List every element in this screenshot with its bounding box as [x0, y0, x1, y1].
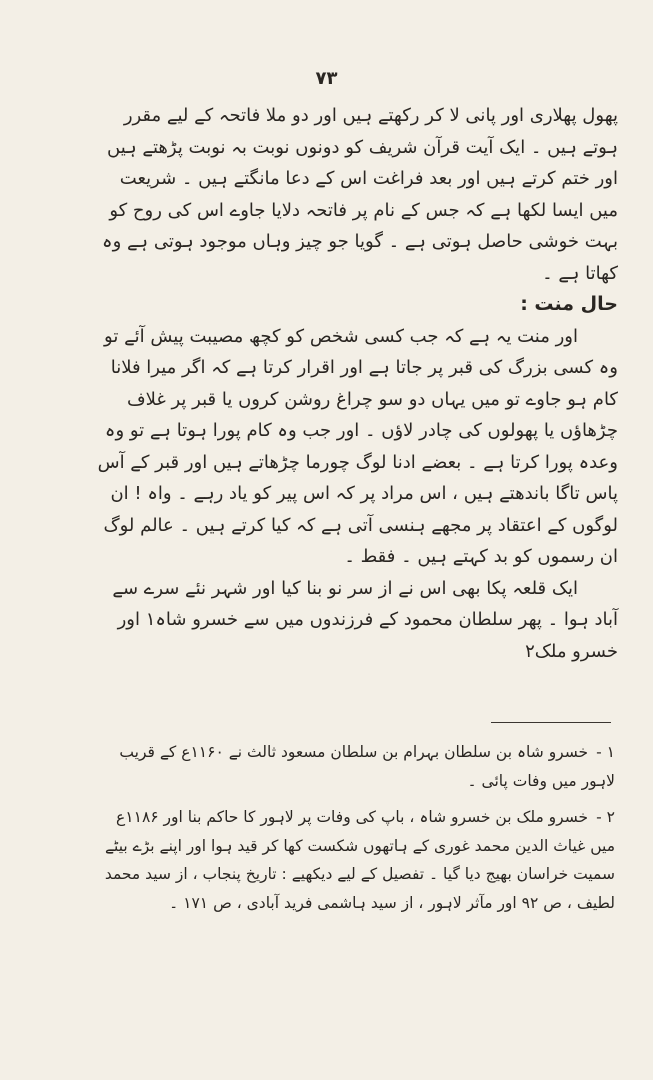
footnotes [95, 738, 615, 925]
footnote-number: ۱ - [596, 743, 615, 761]
footnote-divider [491, 722, 611, 723]
paragraph-mannat: اور منت یہ ہے کہ جب کسی شخص کو کچھ مصیبت پیش آئے تو وہ کسی بزرگ کی قبر پر جاتا ہے اور اقرار کرتا ہے کہ اگر میرا فلانا کام ہو جاوے تو میں یہاں دو سو چراغ روشن کروں یا قبر پر غلاف چڑھاؤں یا پھولوں کی چادر لاؤں ۔ اور جب وہ کام پورا ہوتا ہے تو وہ وعدہ پورا کرتا ہے ۔ بعضے ادنا لوگ چورما چڑھاتے ہیں اور قبر کے آس پاس تاگا باندھتے ہیں ، اس مراد پر کہ اس پیر کو یاد رہے ۔ واہ ! ان لوگوں کے اعتقاد پر مجھے ہنسی آتی ہے کہ کیا کرتے ہیں ۔ عالم لوگ ان رسموں کو بد کہتے ہیں ۔ فقط ۔ [97, 325, 618, 567]
footnote-text: خسرو شاہ بن سلطان بہرام بن سلطان مسعود ثالث نے ۱۱۶۰ع کے قریب لاہور میں وفات پائی ۔ [119, 743, 615, 790]
footnote [95, 738, 615, 795]
section-heading: حال منت : [520, 293, 618, 315]
paragraph-fort: ایک قلعہ پکا بھی اس نے از سر نو بنا کیا اور شہر نئے سرے سے آباد ہوا ۔ پھر سلطان محمود کے فرزندوں میں سے خسرو شاہ۱ اور خسرو ملک۲ [112, 577, 618, 662]
footnote-number: ۲ - [596, 808, 615, 826]
footnote-text: خسرو ملک بن خسرو شاہ ، باپ کی وفات پر لاہور کا حاکم بنا اور ۱۱۸۶ع میں غیاث الدین محمد غوری کے ہاتھوں شکست کھا کر قید ہوا اور اپنے بڑے بیٹے سمیت خراسان بھیج دیا گیا ۔ تفصیل کے لیے دیکھیے : تاریخ پنجاب ، از سید محمد لطیف ، ص ۹۲ اور مآثر لاہور ، از سید ہاشمی فرید آبادی ، ص ۱۷۱ ۔ [104, 808, 615, 912]
main-text [88, 100, 618, 667]
footnote [95, 803, 615, 917]
page-number: ۷۳ [315, 68, 338, 89]
paragraph-fatiha: پھول پھلاری اور پانی لا کر رکھتے ہیں اور دو ملا فاتحہ کے لیے مقرر ہوتے ہیں ۔ ایک آیت قرآن شریف کو دونوں نوبت بہ نوبت پڑھتے ہیں اور ختم کرتے ہیں اور بعد فراغت اس کے دعا مانگتے ہیں ۔ شریعت میں ایسا لکھا ہے کہ جس کے نام پر فاتحہ دلایا جاوے اس کی روح کو بہت خوشی حاصل ہوتی ہے ۔ گویا جو چیز وہاں موجود ہوتی ہے وہ کھاتا ہے ۔ [102, 105, 618, 284]
